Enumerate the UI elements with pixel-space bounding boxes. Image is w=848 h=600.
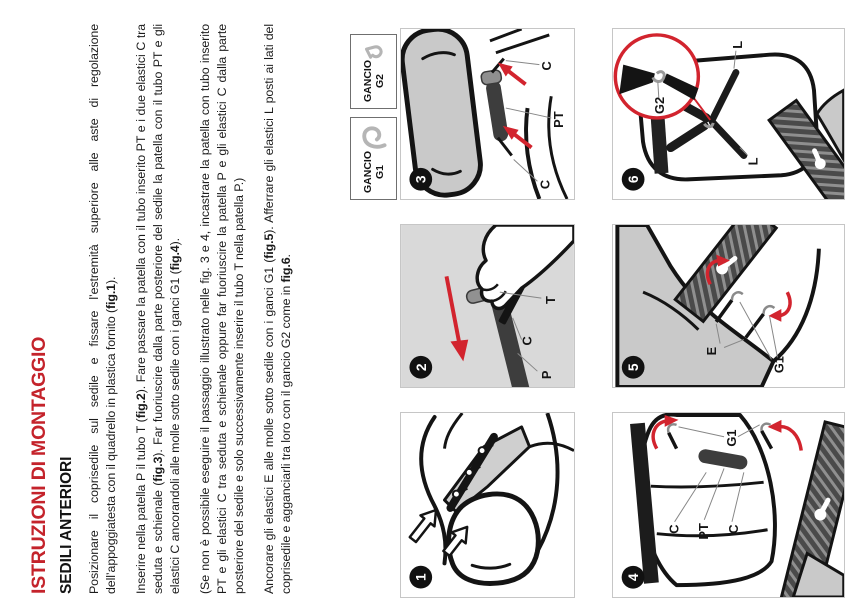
figure-box-5 [612,224,845,388]
instruction-paragraph-4: Ancorare gli elastici E alle molle sotto sedile con i ganci G1 (fig.5). Afferrare gli elastici L posti ai lati del coprisedile e agganciarli tra loro con il gancio G2 come in fig.6. [262,24,293,594]
instruction-paragraph-1: Posizionare il coprisedile sul sedile e fissare l’estremità superiore alle aste di regolazione dell’appoggiatesta con il quadrello in plastica fornito (fig.1). [87,24,118,594]
figure-number-badge [409,168,432,191]
hook-arrow [768,420,802,451]
sheet-title: ISTRUZIONI DI MONTAGGIO [28,336,50,594]
figure-box-2 [400,224,575,388]
s-hook-icon [360,124,388,151]
svg-text:5: 5 [625,363,642,372]
figure-5-illustration [613,225,844,387]
patella-with-tube-pt [481,69,512,142]
svg-text:2: 2 [412,363,429,372]
figure-number-badge [409,356,432,379]
svg-text:3: 3 [412,175,429,184]
part-label-t: T [543,296,559,305]
svg-text:1: 1 [412,573,429,582]
figure-number-badge [622,566,645,589]
part-label-c: C [539,61,555,71]
instruction-paragraph-2: Inserire nella patella P il tubo T (fig.2). Fare passare la patella con il tubo inserito PT e i due elastici C tra seduta e schienale (fig.3). Far fuoriuscire dalla parte posteriore del sedile la patella con il tubo PT e gli elastici C ancorandoli alle molle sotto sedile con i ganci G1 (fig.4). [134,24,182,594]
part-label-c: C [537,179,553,190]
part-label-pt: PT [696,523,712,540]
hook-legend-g2-label: GANCIO G2 [361,60,386,102]
part-label-l: L [729,40,745,49]
part-label-l: L [745,157,761,166]
clip-hook-icon [360,41,388,60]
part-label-pt: PT [551,111,567,128]
figure-number-badge [409,566,432,589]
figure-3-illustration [401,29,574,199]
seat-back-panel [640,415,775,586]
hook-legend-g1-label: GANCIO G1 [361,151,386,193]
g1-hook [732,292,774,314]
figure-box-3 [400,28,575,200]
svg-text:6: 6 [625,175,642,184]
figure-number-badge [622,356,645,379]
figure-1-illustration [401,413,574,597]
figure-4-illustration [613,413,844,597]
figure-number-badge [622,168,645,191]
figure-box-1 [400,412,575,598]
part-label-g1: G1 [723,429,739,447]
part-label-c: C [519,336,535,346]
figure-6-illustration [613,29,844,199]
figure-box-4 [612,412,845,598]
instruction-text-block [86,24,308,594]
instruction-paragraph-3: (Se non è possibile eseguire il passaggio illustrato nelle fig. 3 e 4, incastrare la patella con tubo inserito PT e gli elastici C tra seduta e schienale oppure far fuoriuscire la patella P e gli elastici C dalla parte posteriore del sedile e solo successivamente inserire il tubo T nella patella P.) [198,24,246,594]
figure-box-6 [612,28,845,200]
sheet-subtitle: SEDILI ANTERIORI [58,456,75,594]
part-label-g2: G2 [651,96,667,114]
figure-2-illustration [401,225,574,387]
svg-text:4: 4 [624,573,641,582]
part-label-p: P [539,370,555,380]
part-label-g1: G1 [771,356,787,374]
hook-legend-g1 [350,117,397,200]
push-arrow [498,63,526,85]
part-label-e: E [704,346,720,356]
part-label-c: C [666,524,682,534]
magnifier-inset [615,35,698,118]
hook-legend-g2 [350,34,397,109]
part-label-c: C [725,524,741,534]
